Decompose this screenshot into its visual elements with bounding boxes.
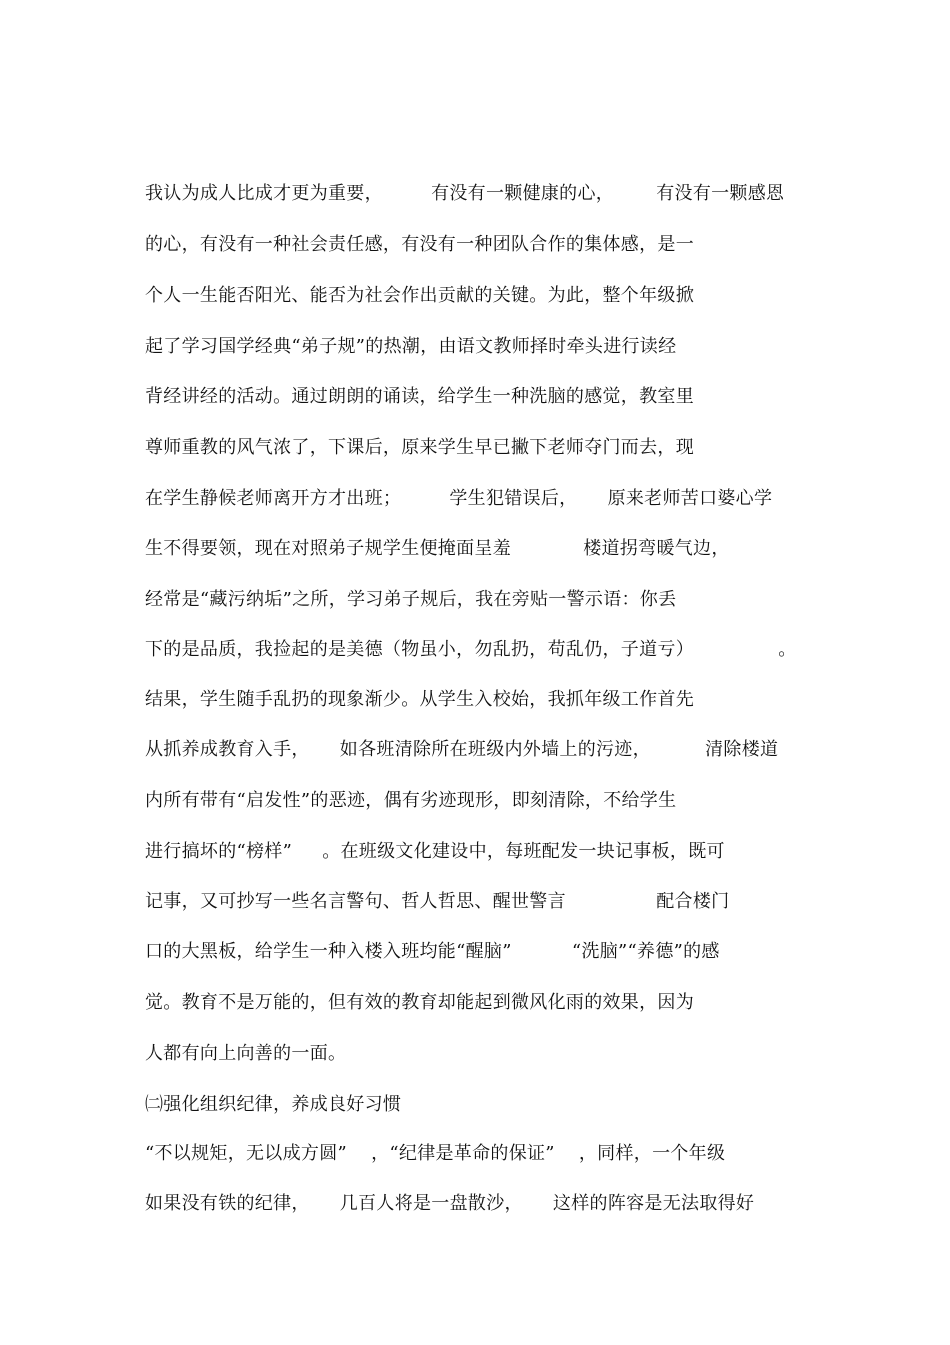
text-line: 觉。教育不是万能的，但有效的教育却能起到微风化雨的效果，因为 xyxy=(145,992,694,1013)
section-heading: ㈡强化组织纪律，养成良好习惯 xyxy=(145,1094,402,1115)
text-line: 记事，又可抄写一些名言警句、哲人哲思、醒世警言 配合楼门 xyxy=(145,891,730,912)
text-line: 背经讲经的活动。通过朗朗的诵读，给学生一种洗脑的感觉，教室里 xyxy=(145,386,694,407)
text-line: 口的大黑板，给学生一种入楼入班均能“醒脑” “洗脑”“养德”的感 xyxy=(145,941,720,962)
text-line: 如果没有铁的纪律， 几百人将是一盘散沙， 这样的阵容是无法取得好 xyxy=(145,1193,755,1214)
text-line: 起了学习国学经典“弟子规”的热潮，由语文教师择时牵头进行读经 xyxy=(145,336,677,357)
text-line: 我认为成人比成才更为重要， 有没有一颗健康的心， 有没有一颗感恩 xyxy=(145,183,785,204)
text-line: 从抓养成教育入手， 如各班清除所在班级内外墙上的污迹， 清除楼道 xyxy=(145,739,779,760)
text-line: 结果，学生随手乱扔的现象渐少。从学生入校始，我抓年级工作首先 xyxy=(145,689,694,710)
text-line: 下的是品质，我捡起的是美德（物虽小，勿乱扔，苟乱仍，子道亏） 。 xyxy=(145,639,797,660)
text-line: 个人一生能否阳光、能否为社会作出贡献的关键。为此，整个年级掀 xyxy=(145,285,694,306)
text-line: 进行搞坏的“榜样” 。在班级文化建设中，每班配发一块记事板，既可 xyxy=(145,841,725,862)
text-line: 在学生静候老师离开方才出班； 学生犯错误后， 原来老师苦口婆心学 xyxy=(145,488,773,509)
text-line: 生不得要领，现在对照弟子规学生便掩面呈羞 楼道拐弯暖气边， xyxy=(145,538,730,559)
text-line: “不以规矩，无以成方圆” ，“纪律是革命的保证” ，同样，一个年级 xyxy=(145,1143,726,1164)
text-line: 的心，有没有一种社会责任感，有没有一种团队合作的集体感，是一 xyxy=(145,234,694,255)
text-line: 人都有向上向善的一面。 xyxy=(145,1043,347,1064)
text-line: 内所有带有“启发性”的恶迹，偶有劣迹现形，即刻清除，不给学生 xyxy=(145,790,677,811)
text-line: 经常是“藏污纳垢”之所，学习弟子规后，我在旁贴一警示语：你丢 xyxy=(145,589,677,610)
text-line: 尊师重教的风气浓了，下课后，原来学生早已撇下老师夺门而去，现 xyxy=(145,437,694,458)
